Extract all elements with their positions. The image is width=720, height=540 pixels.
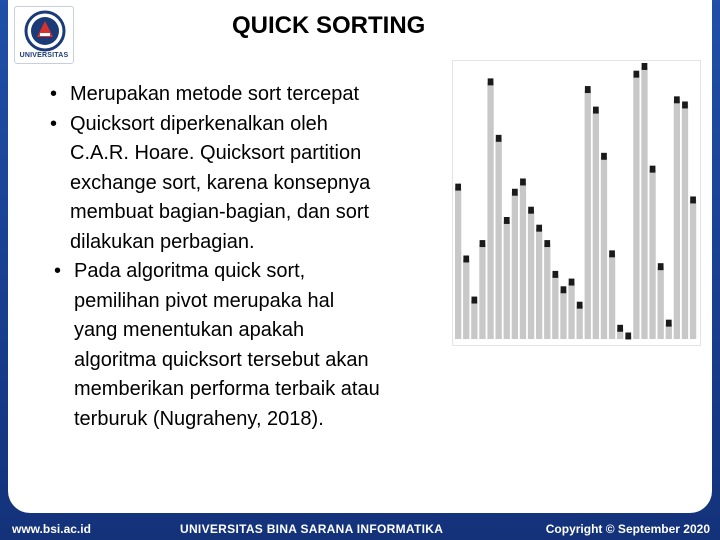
sort-bar <box>593 111 599 339</box>
sort-bar <box>552 275 558 339</box>
footer-copyright: Copyright © September 2020 <box>545 522 710 536</box>
bullet-line: C.A.R. Hoare. Quicksort partition <box>70 142 362 164</box>
bullet-marker: • <box>50 83 58 105</box>
bullet-line: exchange sort, karena konsepnya <box>70 171 371 194</box>
bullet-list <box>46 80 446 434</box>
sort-bar-marker <box>463 256 469 263</box>
sort-bar-marker <box>488 78 494 85</box>
sort-bar <box>512 193 518 339</box>
bullet-line: Merupakan metode sort tercepat <box>70 83 360 105</box>
sort-bar-marker <box>585 86 591 93</box>
sort-bar <box>520 182 526 339</box>
sort-bar-marker <box>504 217 510 224</box>
sort-bar <box>577 306 583 339</box>
bullet-line: Quicksort diperkenalkan oleh <box>70 112 328 135</box>
sort-bar <box>504 221 510 339</box>
sort-bar-marker <box>512 189 518 196</box>
sort-bar-marker <box>625 333 631 340</box>
sort-bar-marker <box>455 184 461 191</box>
sort-bar <box>544 244 550 339</box>
sort-bar-marker <box>577 302 583 309</box>
sort-bar <box>682 105 688 339</box>
sort-bar <box>455 188 461 339</box>
bullet-line: pemilihan pivot merupaka hal <box>74 289 335 312</box>
bullet-line: algoritma quicksort tersebut akan <box>74 348 369 371</box>
sort-bar <box>495 139 501 339</box>
sort-bar-marker <box>642 63 648 70</box>
logo-caption: UNIVERSITAS <box>19 52 69 59</box>
sort-bar-marker <box>561 286 567 293</box>
bullet-marker: • <box>50 112 58 135</box>
sort-bar-marker <box>496 135 502 142</box>
sort-bar <box>649 170 655 339</box>
sort-bar <box>585 90 591 339</box>
sort-bar <box>487 82 493 339</box>
bullet-marker: • <box>54 260 62 282</box>
sort-bar <box>641 67 647 339</box>
sort-bar-marker <box>682 101 688 108</box>
footer-bar <box>0 517 720 540</box>
bullet-line: yang menentukan apakah <box>74 319 305 341</box>
page-title: QUICK SORTING <box>232 12 426 39</box>
sort-bar <box>674 100 680 339</box>
sort-bar-marker <box>658 263 664 270</box>
sort-bar-marker <box>666 320 672 327</box>
sort-bar <box>471 301 477 339</box>
sort-bar <box>601 157 607 339</box>
sort-bar-marker <box>593 107 599 114</box>
sort-bar <box>528 211 534 339</box>
sort-bar-marker <box>609 250 615 257</box>
sort-bar <box>568 283 574 339</box>
sort-bar <box>479 244 485 339</box>
bullet-item <box>46 110 446 258</box>
bullet-line: dilakukan perbagian. <box>70 230 255 253</box>
sort-bar <box>633 75 639 339</box>
sort-bar-marker <box>480 240 486 247</box>
sort-bar-marker <box>544 240 550 247</box>
sort-bar-marker <box>569 279 575 286</box>
sort-bar-marker <box>634 71 640 78</box>
sort-bar-marker <box>617 325 623 332</box>
sort-bar <box>536 229 542 339</box>
footer-website-link[interactable]: www.bsi.ac.id <box>12 522 91 536</box>
university-emblem-icon <box>16 9 74 53</box>
sort-bar-marker <box>650 166 656 173</box>
sort-bar-marker <box>520 178 526 185</box>
sort-bar-marker <box>690 196 696 203</box>
sort-bar-marker <box>471 297 477 304</box>
sort-bar-marker <box>674 96 680 103</box>
university-logo <box>14 6 74 64</box>
bullet-line: terburuk (Nugraheny, 2018). <box>74 407 324 430</box>
footer-university-name: UNIVERSITAS BINA SARANA INFORMATIKA <box>180 522 444 536</box>
bullet-line: Pada algoritma quick sort, <box>74 260 306 282</box>
sort-bar-marker <box>528 207 534 214</box>
sort-bar <box>463 259 469 339</box>
sort-bar <box>609 254 615 339</box>
sort-bar-marker <box>536 225 542 232</box>
bullet-line: memberikan performa terbaik atau <box>74 378 380 400</box>
bullet-line: membuat bagian-bagian, dan sort <box>70 201 370 223</box>
sort-bar <box>658 267 664 339</box>
content-panel <box>8 0 712 513</box>
quicksort-visualization <box>452 60 701 346</box>
bullet-item <box>46 80 446 110</box>
sort-bar <box>560 290 566 339</box>
sort-bar-marker <box>552 271 558 278</box>
sort-bar <box>690 200 696 339</box>
sort-bar-marker <box>601 153 607 160</box>
bullet-item <box>50 257 446 434</box>
